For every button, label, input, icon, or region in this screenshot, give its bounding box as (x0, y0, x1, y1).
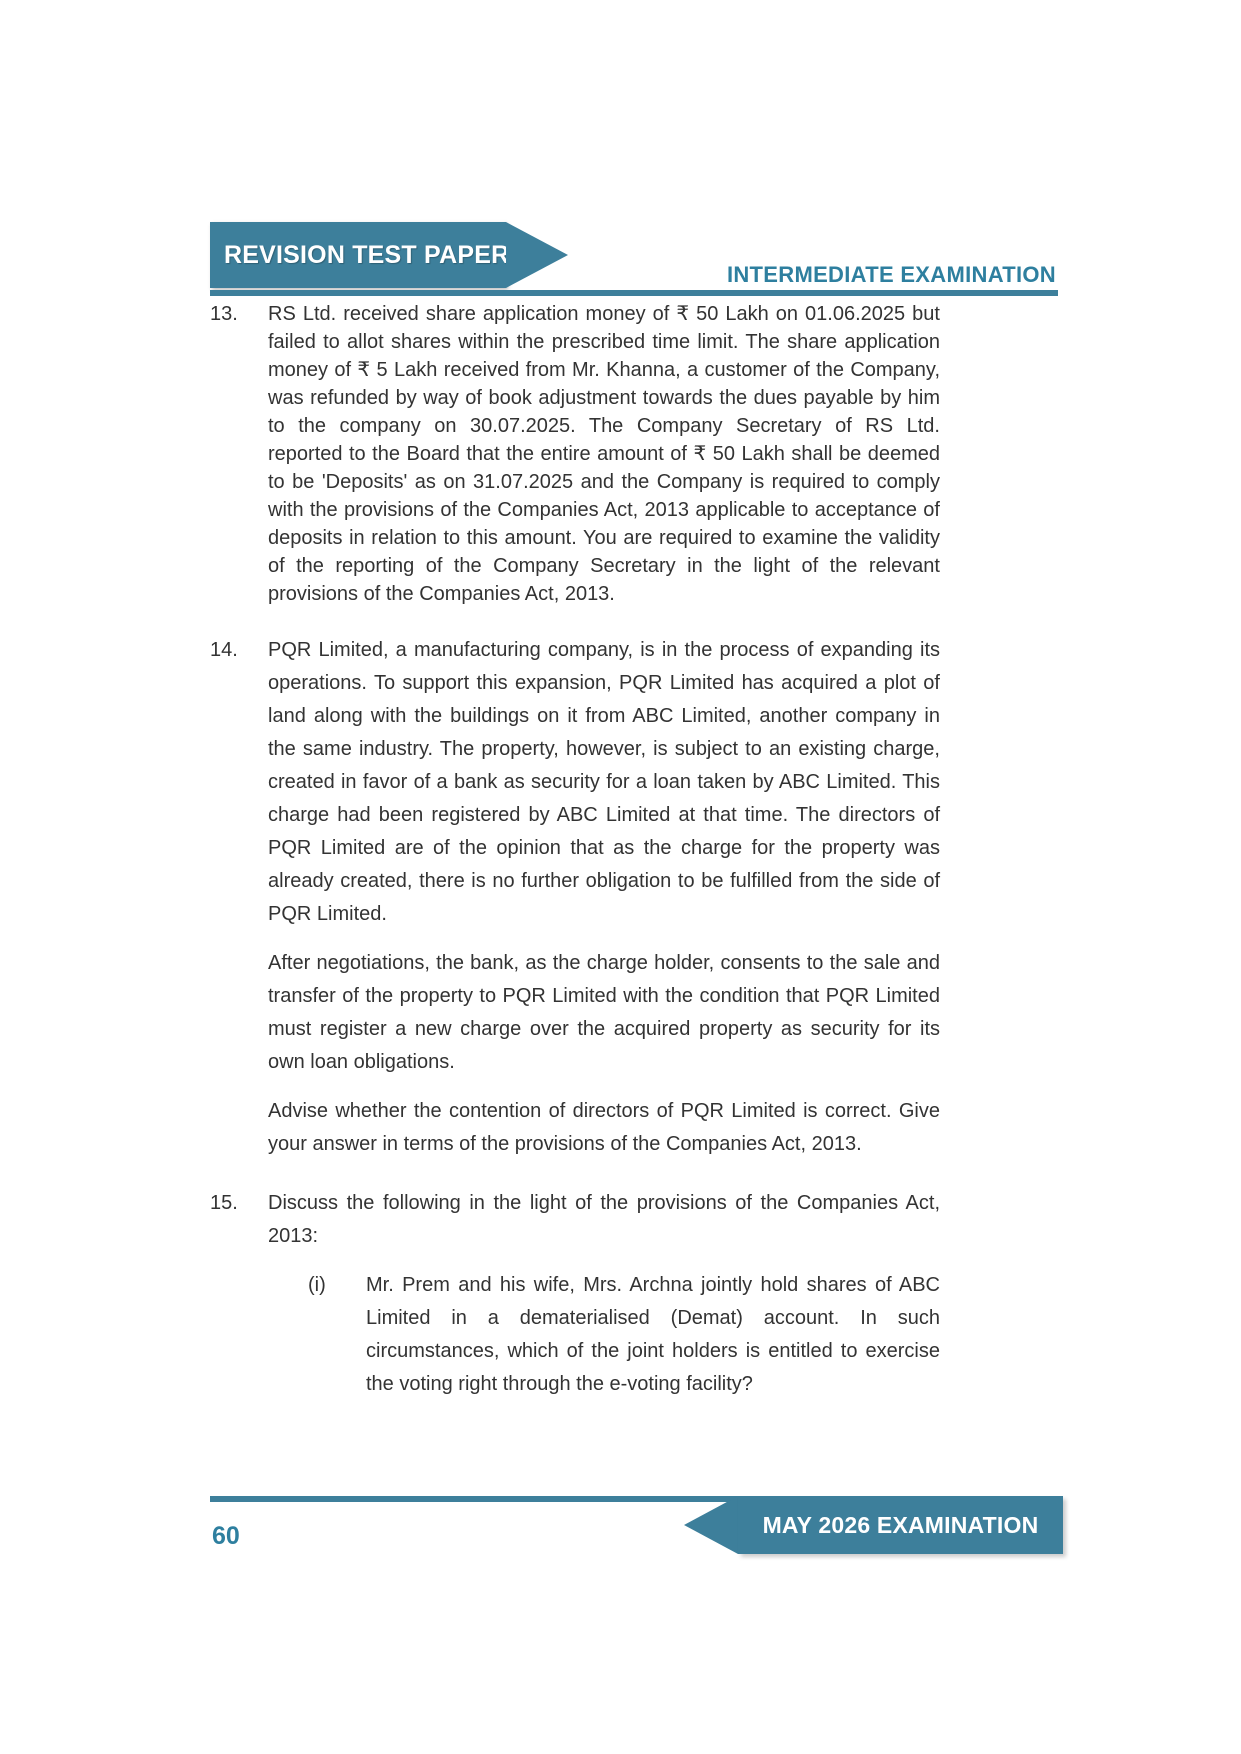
intermediate-examination-label: INTERMEDIATE EXAMINATION (726, 262, 1056, 287)
question-13-paragraph-1: RS Ltd. received share application money of ₹ 50 Lakh on 01.06.2025 but failed to allot shares within the prescribed time limit. The share application money of ₹ 5 Lakh received from Mr. Khanna, a customer of the Company, was refunded by way of book adjustment towards the dues payable by him to the company on 30.07.2025. The Company Secretary of RS Ltd. reported to the Board that the entire amount of ₹ 50 Lakh shall be deemed to be 'Deposits' as on 31.07.2025 and the Company is required to comply with the provisions of the Companies Act, 2013 applicable to acceptance of deposits in relation to this amount. You are required to examine the validity of the reporting of the Company Secretary in the light of the relevant provisions of the Companies Act, 2013. (268, 303, 940, 605)
question-14-paragraph-1: PQR Limited, a manufacturing company, is in the process of expanding its operations. To support this expansion, PQR Limited has acquired a plot of land along with the buildings on it from ABC Limited, another company in the same industry. The property, however, is subject to an existing charge, created in favor of a bank as security for a loan taken by ABC Limited. This charge had been registered by ABC Limited at that time. The directors of PQR Limited are of the opinion that as the charge for the property was already created, there is no further obligation to be fulfilled from the side of PQR Limited. (268, 639, 940, 925)
question-15 (210, 1187, 940, 1401)
question-14 (210, 634, 940, 1161)
banner-right-arrow-icon (506, 222, 568, 288)
question-15-sub-item-i (308, 1269, 940, 1401)
header-divider-rule (210, 290, 1058, 296)
question-14-number: 14. (210, 639, 238, 661)
questions-section (210, 300, 940, 1427)
page-footer (210, 1496, 1063, 1576)
question-13-number: 13. (210, 303, 238, 325)
footer-divider-rule (210, 1496, 738, 1502)
banner-left-arrow-icon (684, 1496, 738, 1554)
question-14-body (268, 634, 940, 1161)
question-15-body (268, 1187, 940, 1401)
sub-item-marker: (i) (308, 1274, 326, 1296)
question-15-paragraph-1: Discuss the following in the light of the provisions of the Companies Act, 2013: (268, 1192, 940, 1247)
question-15-number: 15. (210, 1192, 238, 1214)
page-number: 60 (212, 1522, 240, 1550)
question-13-body (268, 300, 940, 608)
page-header (210, 222, 1058, 296)
may-2026-examination-banner (738, 1496, 1063, 1554)
question-13 (210, 300, 940, 608)
sub-item-text: Mr. Prem and his wife, Mrs. Archna jointly hold shares of ABC Limited in a dematerialised (Demat) account. In such circumstances, which of the joint holders is entitled to exercise the voting right through the e-voting facility? (366, 1274, 940, 1395)
question-14-paragraph-2: After negotiations, the bank, as the charge holder, consents to the sale and transfer of the property to PQR Limited with the condition that PQR Limited must register a new charge over the acquired property as security for its own loan obligations. (268, 952, 940, 1073)
footer-banner-label: MAY 2026 EXAMINATION (762, 1511, 1039, 1538)
revision-test-papers-banner (210, 222, 527, 288)
header-banner-label: REVISION TEST PAPERS (224, 240, 527, 269)
question-14-paragraph-3: Advise whether the contention of directors of PQR Limited is correct. Give your answer in terms of the provisions of the Companies Act, 2013. (268, 1100, 940, 1155)
